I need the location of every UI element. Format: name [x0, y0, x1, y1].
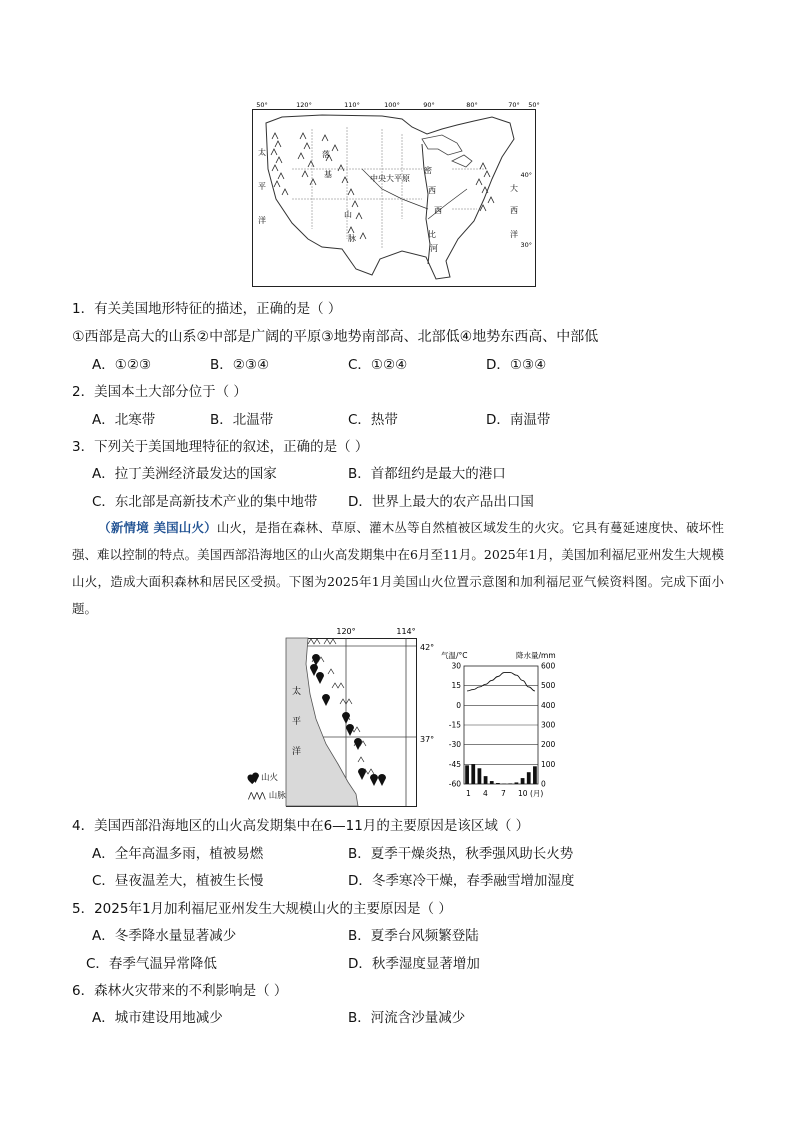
temp-tick-label: -15	[448, 720, 461, 730]
question-3-stem: 3．下列关于美国地理特征的叙述，正确的是（ ）	[72, 439, 369, 455]
precip-tick-label: 200	[541, 740, 556, 750]
question-6-option-a[interactable]: A．城市建设用地减少	[92, 1010, 223, 1026]
temp-tick-label: -60	[448, 779, 461, 789]
plain-label: 中央大平原	[370, 174, 410, 183]
mississippi-label: 密	[424, 166, 432, 175]
question-4-option-b[interactable]: B．夏季干燥炎热，秋季强风助长火势	[348, 846, 574, 862]
question-5-option-c[interactable]: C．春季气温异常降低	[86, 956, 217, 972]
question-3-option-c[interactable]: C．东北部是高新技术产业的集中地带	[92, 494, 318, 510]
precip-bar	[533, 766, 537, 784]
temp-tick-label: 15	[451, 681, 461, 691]
month-tick: 4	[483, 789, 488, 798]
precip-tick-label: 400	[541, 700, 556, 710]
deg-label: 30°	[520, 241, 532, 249]
question-1-option-b[interactable]: B．②③④	[210, 357, 270, 373]
precip-bar	[490, 781, 494, 784]
map-legend	[248, 772, 286, 802]
question-1-option-a[interactable]: A．①②③	[92, 357, 152, 373]
month-tick: (月)	[530, 789, 544, 798]
precip-bar	[465, 765, 469, 784]
precip-bar	[515, 782, 519, 784]
mississippi-label: 河	[430, 244, 438, 253]
question-5-option-b[interactable]: B．夏季台风频繁登陆	[348, 928, 479, 944]
question-1-statements: ①西部是高大的山系②中部是广阔的平原③地势南部高、北部低④地势东西高、中部低	[72, 329, 599, 345]
question-1-option-d[interactable]: D．①③④	[486, 357, 547, 373]
pacific-label: 太	[258, 148, 266, 157]
passage-tag: （新情境 美国山火）	[98, 520, 217, 535]
passage-text: 山火，是指在森林、草原、灌木丛等自然植被区域发生的火灾。它具有蔓延速度快、破坏性强、难以控制的特点。美国西部沿海地区的山火高发期集中在6月至11月。2025年1月，美国加利福尼亚州发生大规模山火，造成大面积森林和居民区受损。下图为2025年1月美国山火位置示意图和加利福尼亚气候资料图。完成下面小题。	[72, 520, 724, 616]
precip-bar	[478, 768, 482, 784]
question-2-stem: 2．美国本土大部分位于（ ）	[72, 384, 247, 400]
precip-bar	[527, 772, 531, 784]
month-tick: 10	[518, 789, 528, 798]
mississippi-label: 西	[434, 206, 442, 215]
precip-tick-label: 600	[541, 661, 556, 671]
deg-label: 120°	[296, 101, 312, 109]
precip-tick-label: 100	[541, 759, 556, 769]
deg-label: 40°	[520, 171, 532, 179]
rocky-label: 基	[324, 170, 332, 179]
month-tick: 1	[466, 789, 471, 798]
precip-bar	[471, 764, 475, 784]
temp-axis-label: 气温/°C	[441, 651, 468, 660]
pacific-label: 平	[258, 182, 266, 191]
deg-label: 100°	[384, 101, 400, 109]
temp-tick-label: 30	[451, 661, 461, 671]
deg-label: 50°	[528, 101, 540, 109]
question-3-option-b[interactable]: B．首都纽约是最大的港口	[348, 466, 506, 482]
deg-label: 90°	[423, 101, 435, 109]
reading-passage	[72, 514, 724, 622]
ocean-label: 太	[292, 687, 302, 697]
deg-label: 114°	[396, 627, 416, 636]
deg-label: 37°	[420, 735, 435, 744]
question-5-option-d[interactable]: D．秋季湿度显著增加	[348, 956, 480, 972]
question-5-option-a[interactable]: A．冬季降水量显著减少	[92, 928, 237, 944]
precip-axis-label: 降水量/mm	[516, 651, 556, 660]
precip-bar	[496, 783, 500, 784]
question-3-option-a[interactable]: A．拉丁美洲经济最发达的国家	[92, 466, 277, 482]
atlantic-label: 洋	[510, 230, 518, 239]
precip-bar	[484, 776, 488, 784]
usa-terrain-map	[252, 99, 540, 287]
deg-label: 70°	[508, 101, 520, 109]
precip-tick-label: 500	[541, 681, 556, 691]
question-5-stem: 5．2025年1月加利福尼亚州发生大规模山火的主要原因是（ ）	[72, 901, 452, 917]
ocean-label: 洋	[292, 747, 302, 757]
legend-fire-label: 山火	[261, 773, 279, 783]
precip-ticks	[541, 662, 556, 789]
rocky-label: 山	[344, 210, 352, 219]
question-4-stem: 4．美国西部沿海地区的山火高发期集中在6—11月的主要原因是该区域（ ）	[72, 818, 530, 834]
ocean-label: 平	[292, 717, 302, 727]
mississippi-label: 比	[428, 230, 436, 239]
temp-tick-label: -30	[448, 740, 461, 750]
deg-label: 120°	[336, 627, 356, 636]
question-4-option-d[interactable]: D．冬季寒冷干燥，春季融雪增加湿度	[348, 873, 575, 889]
question-2-option-b[interactable]: B．北温带	[210, 412, 274, 428]
mississippi-label: 西	[428, 186, 436, 195]
question-1-stem: 1．有关美国地形特征的描述，正确的是（ ）	[72, 301, 342, 317]
pacific-label: 洋	[258, 216, 266, 225]
temp-tick-label: 0	[456, 700, 461, 710]
question-6-option-b[interactable]: B．河流含沙量减少	[348, 1010, 466, 1026]
temp-tick-label: -45	[448, 759, 461, 769]
question-4-option-a[interactable]: A．全年高温多雨，植被易燃	[92, 846, 264, 862]
question-2-option-d[interactable]: D．南温带	[486, 412, 551, 428]
precip-tick-label: 300	[541, 720, 556, 730]
precip-tick-label: 0	[541, 779, 546, 789]
question-2-option-a[interactable]: A．北寒带	[92, 412, 156, 428]
climate-chart	[441, 650, 556, 798]
rocky-label: 落	[322, 150, 330, 159]
legend-mountain-label: 山脉	[268, 791, 286, 801]
question-6-stem: 6．森林火灾带来的不利影响是（ ）	[72, 983, 288, 999]
rocky-label: 脉	[348, 234, 356, 243]
question-1-option-c[interactable]: C．①②④	[348, 357, 408, 373]
question-3-option-d[interactable]: D．世界上最大的农产品出口国	[348, 494, 534, 510]
deg-label: 42°	[420, 643, 435, 652]
deg-label: 110°	[344, 101, 360, 109]
atlantic-label: 西	[510, 206, 518, 215]
temp-ticks	[449, 662, 461, 789]
atlantic-label: 大	[510, 184, 518, 193]
question-4-option-c[interactable]: C．昼夜温差大，植被生长慢	[92, 873, 264, 889]
fire-legend-icon	[246, 772, 257, 783]
precip-bar	[521, 778, 525, 784]
month-tick: 7	[501, 789, 506, 798]
deg-label: 80°	[466, 101, 478, 109]
deg-label: 50°	[256, 101, 268, 109]
question-2-option-c[interactable]: C．热带	[348, 412, 398, 428]
precip-bar	[508, 783, 512, 784]
wildfire-figure	[286, 624, 586, 808]
mountain-legend-icon: ⋀⋀⋀	[248, 791, 265, 800]
